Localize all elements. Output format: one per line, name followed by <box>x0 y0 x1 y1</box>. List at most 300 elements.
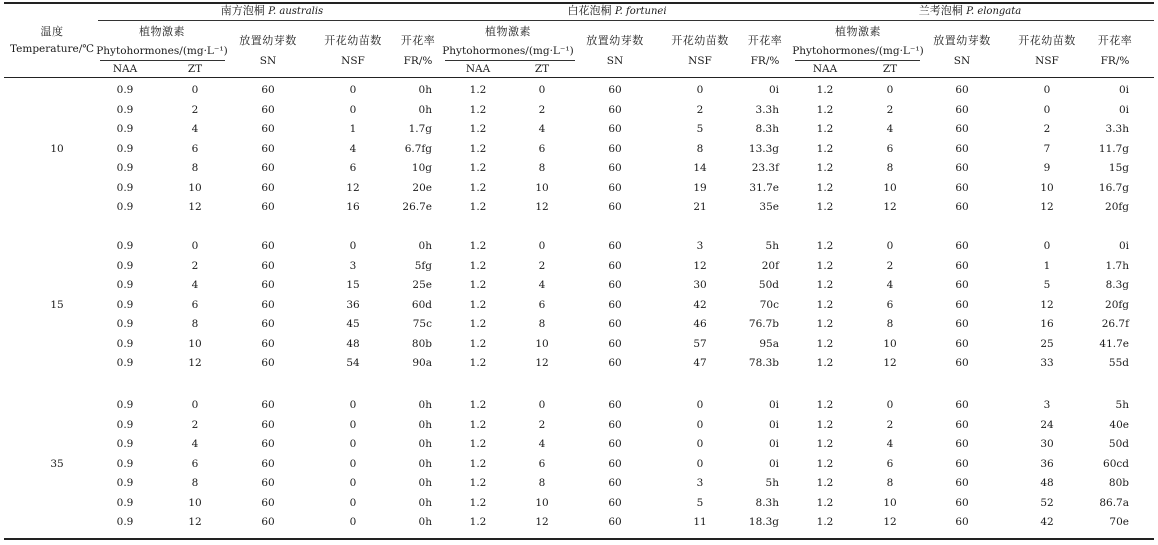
nsf-cell: 0 <box>696 418 704 431</box>
sn-cell: 60 <box>261 457 275 470</box>
sn-cell: 60 <box>261 103 275 116</box>
nsf-cell: 8 <box>696 142 704 155</box>
nsf-cell: 48 <box>346 337 360 350</box>
sn-cell: 60 <box>955 84 969 96</box>
sn-cell: 60 <box>955 201 969 213</box>
fr-cell: 8.3h <box>755 123 779 135</box>
fr-cell: 0i <box>768 438 779 450</box>
sn-cell: 60 <box>608 142 622 155</box>
nsf-cell: 0 <box>349 240 357 252</box>
fr-cell: 8.3g <box>1105 279 1129 291</box>
fr-cell: 0i <box>768 399 779 411</box>
temperature-cell: 10 <box>50 142 64 155</box>
nsf-cell: 0 <box>349 477 357 489</box>
zt-cell: 2 <box>538 259 546 272</box>
naa-cell: 1.2 <box>469 298 487 311</box>
sn-cell: 60 <box>608 181 622 194</box>
fr-cell: 55d <box>1108 357 1129 369</box>
zt-cell: 4 <box>191 123 199 135</box>
sn-cell: 60 <box>955 337 969 350</box>
naa-cell: 0.9 <box>116 259 134 272</box>
sn-cell: 60 <box>608 103 622 116</box>
nsf-cell: 19 <box>693 181 707 194</box>
sn-cell: 60 <box>955 318 969 330</box>
naa-cell: 0.9 <box>116 477 134 489</box>
naa-cell: 1.2 <box>816 357 834 369</box>
naa-cell: 1.2 <box>469 84 487 96</box>
fr-cell: 50d <box>1108 438 1129 450</box>
naa-cell: 0.9 <box>116 438 134 450</box>
zt-cell: 8 <box>538 162 546 174</box>
naa-cell: 1.2 <box>469 142 487 155</box>
sn-cell: 60 <box>261 357 275 369</box>
sn-cell: 60 <box>955 438 969 450</box>
nsf-cell: 42 <box>1040 516 1054 528</box>
naa-cell: 1.2 <box>469 516 487 528</box>
nsf-cell: 33 <box>1040 357 1054 369</box>
naa-cell: 0.9 <box>116 298 134 311</box>
fr-cell: 5h <box>765 240 779 252</box>
fr-cell: 31.7e <box>749 181 779 194</box>
zt-cell: 6 <box>538 142 546 155</box>
fr-cell: 95a <box>759 337 779 350</box>
sn-cell: 60 <box>608 259 622 272</box>
sn-cell: 60 <box>608 162 622 174</box>
nsf-cell: 3 <box>349 259 357 272</box>
sn-cell: 60 <box>261 201 275 213</box>
nsf-cell: 52 <box>1040 496 1054 509</box>
sn-header-cn: 放置幼芽数 <box>933 34 991 47</box>
zt-cell: 6 <box>191 298 199 311</box>
species-latin: P. fortunei <box>614 6 667 17</box>
species-rule-fortunei <box>446 20 789 21</box>
zt-cell: 12 <box>188 201 202 213</box>
fr-cell: 0h <box>418 477 432 489</box>
zt-cell: 4 <box>538 279 546 291</box>
sn-cell: 60 <box>608 201 622 213</box>
zt-cell: 8 <box>886 162 894 174</box>
fr-cell: 20f <box>761 259 779 272</box>
phyto-rule-2 <box>445 60 575 61</box>
naa-cell: 0.9 <box>116 123 134 135</box>
nsf-cell: 54 <box>346 357 360 369</box>
fr-header-cn: 开花率 <box>400 34 436 47</box>
sn-cell: 60 <box>608 318 622 330</box>
naa-cell: 1.2 <box>816 418 834 431</box>
sn-cell: 60 <box>608 438 622 450</box>
zt-cell: 0 <box>191 240 199 252</box>
nsf-cell: 0 <box>349 103 357 116</box>
phyto-header-cn: 植物激素 <box>485 25 531 38</box>
zt-cell: 12 <box>883 357 897 369</box>
naa-cell: 1.2 <box>816 318 834 330</box>
nsf-cell: 24 <box>1040 418 1054 431</box>
fr-cell: 60d <box>411 298 432 311</box>
zt-cell: 12 <box>535 357 549 369</box>
nsf-header-cn: 开花幼苗数 <box>1018 34 1076 47</box>
fr-cell: 15g <box>1108 162 1129 174</box>
sn-cell: 60 <box>955 181 969 194</box>
naa-cell: 1.2 <box>816 123 834 135</box>
nsf-cell: 9 <box>1043 162 1051 174</box>
naa-header: NAA <box>465 63 491 75</box>
fr-cell: 1.7g <box>408 123 432 135</box>
naa-cell: 1.2 <box>469 279 487 291</box>
naa-cell: 0.9 <box>116 318 134 330</box>
phyto-header-en: Phytohormones/(mg·L⁻¹) <box>96 45 228 57</box>
fr-header-en: FR/% <box>750 55 780 67</box>
zt-header: ZT <box>187 63 203 75</box>
fr-cell: 80b <box>411 337 432 350</box>
fr-cell: 20fg <box>1105 298 1129 311</box>
fr-cell: 5h <box>765 477 779 489</box>
sn-cell: 60 <box>261 477 275 489</box>
zt-cell: 10 <box>883 181 897 194</box>
nsf-cell: 0 <box>349 418 357 431</box>
fr-cell: 80b <box>1108 477 1129 489</box>
fr-cell: 0h <box>418 399 432 411</box>
nsf-header-en: NSF <box>341 55 365 67</box>
nsf-cell: 36 <box>346 298 360 311</box>
zt-cell: 10 <box>883 496 897 509</box>
sn-header-en: SN <box>606 55 624 67</box>
zt-cell: 2 <box>191 418 199 431</box>
sn-cell: 60 <box>608 298 622 311</box>
sn-header-cn: 放置幼芽数 <box>239 34 297 47</box>
naa-cell: 1.2 <box>469 201 487 213</box>
naa-cell: 1.2 <box>816 457 834 470</box>
nsf-cell: 0 <box>696 457 704 470</box>
sn-cell: 60 <box>955 123 969 135</box>
sn-cell: 60 <box>608 457 622 470</box>
fr-cell: 3.3h <box>755 103 779 116</box>
nsf-header-cn: 开花幼苗数 <box>324 34 382 47</box>
fr-cell: 1.7h <box>1105 259 1129 272</box>
fr-cell: 0i <box>768 457 779 470</box>
zt-cell: 0 <box>191 399 199 411</box>
temperature-cell: 35 <box>50 457 64 470</box>
fr-cell: 0h <box>418 418 432 431</box>
header-rule <box>4 77 1154 78</box>
fr-cell: 23.3f <box>751 162 779 174</box>
fr-cell: 86.7a <box>1099 496 1129 509</box>
zt-cell: 6 <box>886 298 894 311</box>
species-latin: P. australis <box>268 6 324 17</box>
zt-cell: 2 <box>191 259 199 272</box>
zt-cell: 4 <box>538 123 546 135</box>
nsf-cell: 42 <box>693 298 707 311</box>
sn-cell: 60 <box>608 357 622 369</box>
zt-cell: 10 <box>535 496 549 509</box>
nsf-cell: 30 <box>1040 438 1054 450</box>
sn-cell: 60 <box>955 457 969 470</box>
nsf-cell: 16 <box>1040 318 1054 330</box>
naa-cell: 1.2 <box>816 516 834 528</box>
zt-cell: 8 <box>886 318 894 330</box>
fr-cell: 41.7e <box>1099 337 1129 350</box>
nsf-cell: 30 <box>693 279 707 291</box>
sn-cell: 60 <box>955 477 969 489</box>
sn-cell: 60 <box>261 298 275 311</box>
fr-cell: 0i <box>768 418 779 431</box>
sn-cell: 60 <box>955 142 969 155</box>
nsf-cell: 0 <box>1043 103 1051 116</box>
zt-cell: 2 <box>886 418 894 431</box>
fr-cell: 0h <box>418 240 432 252</box>
nsf-cell: 0 <box>1043 240 1051 252</box>
zt-cell: 8 <box>886 477 894 489</box>
nsf-cell: 5 <box>696 496 704 509</box>
nsf-cell: 0 <box>696 84 704 96</box>
sn-cell: 60 <box>261 399 275 411</box>
sn-cell: 60 <box>955 279 969 291</box>
sn-cell: 60 <box>608 84 622 96</box>
nsf-cell: 1 <box>1043 259 1051 272</box>
sn-cell: 60 <box>608 418 622 431</box>
naa-cell: 0.9 <box>116 337 134 350</box>
sn-cell: 60 <box>608 399 622 411</box>
naa-cell: 0.9 <box>116 279 134 291</box>
naa-cell: 0.9 <box>116 240 134 252</box>
sn-cell: 60 <box>608 477 622 489</box>
zt-cell: 2 <box>886 103 894 116</box>
sn-cell: 60 <box>608 279 622 291</box>
zt-cell: 4 <box>886 438 894 450</box>
naa-cell: 1.2 <box>469 399 487 411</box>
nsf-cell: 45 <box>346 318 360 330</box>
nsf-cell: 48 <box>1040 477 1054 489</box>
sn-cell: 60 <box>608 496 622 509</box>
naa-cell: 1.2 <box>816 279 834 291</box>
nsf-cell: 0 <box>696 399 704 411</box>
nsf-cell: 25 <box>1040 337 1054 350</box>
sn-cell: 60 <box>261 240 275 252</box>
nsf-header-en: NSF <box>688 55 712 67</box>
zt-header: ZT <box>534 63 550 75</box>
fr-cell: 5h <box>1115 399 1129 411</box>
naa-cell: 1.2 <box>469 259 487 272</box>
sn-cell: 60 <box>955 259 969 272</box>
zt-cell: 0 <box>886 399 894 411</box>
fr-cell: 5fg <box>414 259 432 272</box>
naa-cell: 1.2 <box>816 84 834 96</box>
nsf-cell: 1 <box>349 123 357 135</box>
fr-cell: 8.3h <box>755 496 779 509</box>
zt-cell: 10 <box>188 337 202 350</box>
naa-cell: 1.2 <box>816 399 834 411</box>
temp-header-en: Temperature/℃ <box>9 43 95 55</box>
fr-cell: 20e <box>412 181 432 194</box>
nsf-cell: 21 <box>693 201 707 213</box>
naa-cell: 0.9 <box>116 418 134 431</box>
nsf-cell: 3 <box>1043 399 1051 411</box>
sn-cell: 60 <box>261 259 275 272</box>
naa-cell: 1.2 <box>469 418 487 431</box>
sn-cell: 60 <box>608 516 622 528</box>
fr-cell: 0h <box>418 103 432 116</box>
nsf-cell: 4 <box>349 142 357 155</box>
species-rule-australis <box>98 20 446 21</box>
fr-cell: 18.3g <box>748 516 779 528</box>
naa-cell: 1.2 <box>816 477 834 489</box>
species-title-elongata <box>919 5 1021 18</box>
zt-cell: 2 <box>191 103 199 116</box>
nsf-cell: 15 <box>346 279 360 291</box>
naa-header: NAA <box>112 63 138 75</box>
zt-cell: 6 <box>538 298 546 311</box>
phyto-header-en: Phytohormones/(mg·L⁻¹) <box>792 45 924 57</box>
fr-cell: 35e <box>759 201 779 213</box>
zt-cell: 4 <box>191 438 199 450</box>
fr-header-cn: 开花率 <box>1097 34 1133 47</box>
zt-cell: 2 <box>886 259 894 272</box>
nsf-cell: 0 <box>349 399 357 411</box>
species-latin: P. elongata <box>966 6 1022 17</box>
zt-cell: 6 <box>538 457 546 470</box>
naa-cell: 1.2 <box>469 337 487 350</box>
sn-header-en: SN <box>259 55 277 67</box>
naa-cell: 1.2 <box>469 438 487 450</box>
naa-cell: 1.2 <box>816 438 834 450</box>
zt-cell: 8 <box>191 318 199 330</box>
sn-cell: 60 <box>955 298 969 311</box>
species-cn: 白花泡桐 <box>567 4 612 17</box>
zt-cell: 12 <box>188 516 202 528</box>
nsf-cell: 0 <box>349 457 357 470</box>
nsf-cell: 12 <box>693 259 707 272</box>
naa-cell: 1.2 <box>816 201 834 213</box>
fr-cell: 10g <box>411 162 432 174</box>
nsf-cell: 6 <box>349 162 357 174</box>
naa-cell: 0.9 <box>116 142 134 155</box>
naa-cell: 0.9 <box>116 457 134 470</box>
sn-cell: 60 <box>261 162 275 174</box>
fr-cell: 78.3b <box>748 357 779 369</box>
sn-cell: 60 <box>608 337 622 350</box>
fr-cell: 11.7g <box>1098 142 1129 155</box>
fr-cell: 13.3g <box>748 142 779 155</box>
zt-cell: 2 <box>538 103 546 116</box>
nsf-cell: 0 <box>349 516 357 528</box>
species-cn: 南方泡桐 <box>220 4 265 17</box>
nsf-cell: 12 <box>346 181 360 194</box>
nsf-header-en: NSF <box>1035 55 1059 67</box>
fr-cell: 70e <box>1109 516 1129 528</box>
phyto-header-en: Phytohormones/(mg·L⁻¹) <box>442 45 574 57</box>
sn-cell: 60 <box>608 123 622 135</box>
zt-cell: 12 <box>535 516 549 528</box>
fr-cell: 75c <box>412 318 432 330</box>
sn-cell: 60 <box>261 142 275 155</box>
naa-cell: 0.9 <box>116 103 134 116</box>
zt-cell: 8 <box>538 318 546 330</box>
naa-cell: 1.2 <box>469 181 487 194</box>
nsf-cell: 57 <box>693 337 707 350</box>
sn-cell: 60 <box>955 103 969 116</box>
sn-cell: 60 <box>955 496 969 509</box>
naa-cell: 0.9 <box>116 84 134 96</box>
naa-cell: 1.2 <box>816 259 834 272</box>
zt-cell: 12 <box>883 201 897 213</box>
nsf-cell: 12 <box>1040 298 1054 311</box>
zt-cell: 6 <box>886 142 894 155</box>
sn-cell: 60 <box>261 418 275 431</box>
nsf-cell: 11 <box>693 516 707 528</box>
fr-cell: 40e <box>1109 418 1129 431</box>
zt-cell: 10 <box>883 337 897 350</box>
fr-header-en: FR/% <box>1100 55 1130 67</box>
species-title-fortunei <box>567 5 666 18</box>
sn-cell: 60 <box>261 318 275 330</box>
zt-cell: 10 <box>188 181 202 194</box>
naa-header: NAA <box>812 63 838 75</box>
nsf-cell: 47 <box>693 357 707 369</box>
zt-cell: 12 <box>883 516 897 528</box>
zt-cell: 4 <box>886 279 894 291</box>
sn-cell: 60 <box>608 240 622 252</box>
nsf-cell: 0 <box>1043 84 1051 96</box>
naa-cell: 0.9 <box>116 496 134 509</box>
fr-cell: 0h <box>418 438 432 450</box>
zt-cell: 8 <box>191 162 199 174</box>
fr-cell: 26.7f <box>1101 318 1129 330</box>
fr-cell: 0h <box>418 516 432 528</box>
naa-cell: 1.2 <box>469 318 487 330</box>
sn-header-cn: 放置幼芽数 <box>586 34 644 47</box>
zt-cell: 0 <box>191 84 199 96</box>
naa-cell: 0.9 <box>116 201 134 213</box>
zt-cell: 0 <box>886 240 894 252</box>
fr-cell: 90a <box>412 357 432 369</box>
zt-cell: 4 <box>191 279 199 291</box>
naa-cell: 1.2 <box>469 496 487 509</box>
nsf-cell: 2 <box>1043 123 1051 135</box>
fr-cell: 26.7e <box>402 201 432 213</box>
naa-cell: 0.9 <box>116 162 134 174</box>
naa-cell: 1.2 <box>816 496 834 509</box>
naa-cell: 1.2 <box>816 181 834 194</box>
nsf-cell: 5 <box>696 123 704 135</box>
naa-cell: 1.2 <box>816 240 834 252</box>
nsf-cell: 3 <box>696 477 704 489</box>
nsf-cell: 3 <box>696 240 704 252</box>
nsf-cell: 0 <box>696 438 704 450</box>
nsf-cell: 36 <box>1040 457 1054 470</box>
fr-cell: 76.7b <box>748 318 779 330</box>
zt-cell: 12 <box>535 201 549 213</box>
fr-cell: 0i <box>1118 240 1129 252</box>
nsf-cell: 2 <box>696 103 704 116</box>
nsf-cell: 0 <box>349 84 357 96</box>
temperature-cell: 15 <box>50 298 64 311</box>
naa-cell: 1.2 <box>469 123 487 135</box>
naa-cell: 0.9 <box>116 357 134 369</box>
sn-cell: 60 <box>261 279 275 291</box>
nsf-cell: 14 <box>693 162 707 174</box>
sn-cell: 60 <box>955 357 969 369</box>
sn-cell: 60 <box>261 496 275 509</box>
fr-cell: 20fg <box>1105 201 1129 213</box>
fr-cell: 0i <box>768 84 779 96</box>
zt-cell: 10 <box>535 337 549 350</box>
sn-header-en: SN <box>953 55 971 67</box>
naa-cell: 1.2 <box>469 103 487 116</box>
sn-cell: 60 <box>261 337 275 350</box>
fr-cell: 25e <box>412 279 432 291</box>
nsf-cell: 5 <box>1043 279 1051 291</box>
naa-cell: 1.2 <box>816 142 834 155</box>
nsf-cell: 12 <box>1040 201 1054 213</box>
